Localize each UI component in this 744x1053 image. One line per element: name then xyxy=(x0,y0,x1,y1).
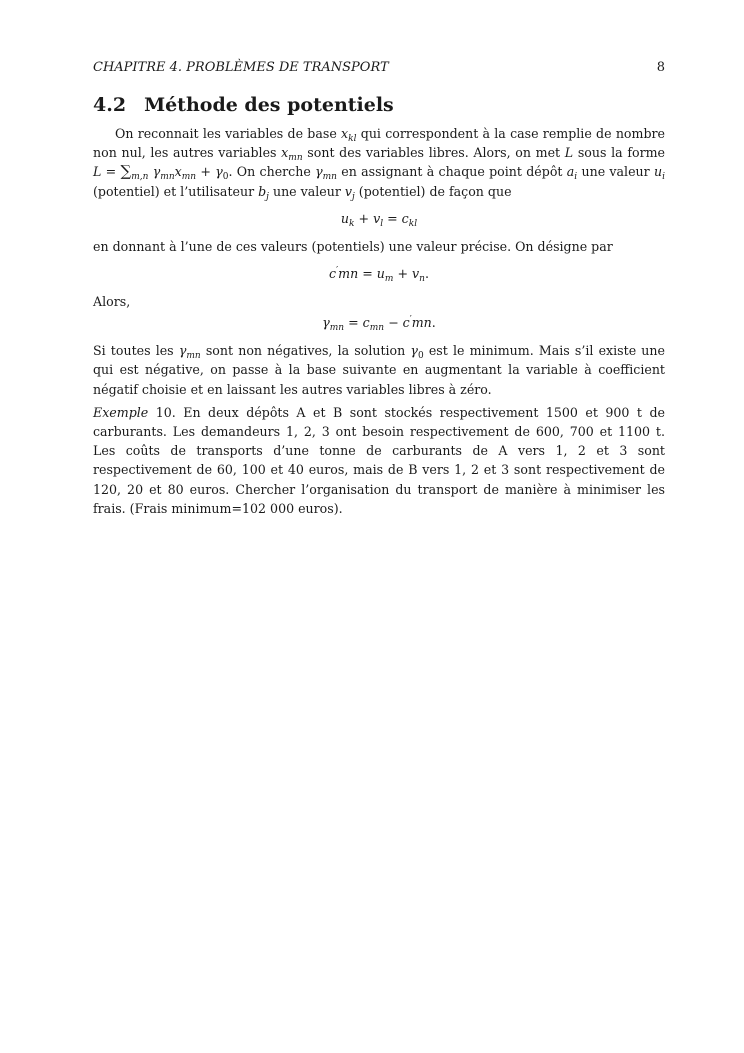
math-a-i: $a_i$ xyxy=(566,164,578,183)
text-run: Si toutes les xyxy=(93,343,179,359)
text-run: en assignant à chaque point dépôt xyxy=(336,164,567,180)
text-run: sont non négatives, la solution xyxy=(200,343,411,359)
math-L: L xyxy=(564,145,574,161)
math-x-kl: $x_{kl}$ xyxy=(341,126,357,144)
running-title: CHAPITRE 4. PROBLÈMES DE TRANSPORT xyxy=(93,60,389,75)
example-text: En deux dépôts A et B sont stockés respectivement 1500 et 900 t de carburants. Les demandeurs 1, 2, 3 ont besoin respectivement de 600, 700 et 1100 t. Les coûts de transports d’une tonne de carburants de A vers 1, 2 et 3 sont respectivement de 60, 100 et 40 euros, mais de B vers 1, 2 et 3 sont respectivement de 120, 20 et 80 euros. Chercher l’organisation du transport de manière à minimiser les frais. (Frais minimum=102 000 euros). xyxy=(93,404,665,516)
math-gamma-0: $\gamma_0$ xyxy=(410,343,424,362)
section-title: Méthode des potentiels xyxy=(144,94,394,116)
math-b-j: $b_j$ xyxy=(258,183,269,202)
text-run: (potentiel) de façon que xyxy=(354,183,512,199)
math-gamma-mn: $\gamma_{mn}$ xyxy=(315,164,337,183)
example-number: 10. xyxy=(155,404,176,420)
example-paragraph xyxy=(93,403,665,518)
text-run: sous la forme xyxy=(573,145,665,161)
paragraph-minimum xyxy=(93,341,665,399)
section-number: 4.2 xyxy=(93,94,127,116)
equation-c-prime: $c'mn = u_m + v_n$. xyxy=(329,266,429,285)
paragraph-precise-value: en donnant à l’une de ces valeurs (potentiels) une valeur précise. On désigne par xyxy=(93,238,613,254)
math-v-j: $v_j$ xyxy=(344,183,355,202)
paragraph-base-variables xyxy=(93,124,665,201)
text-run: une valeur xyxy=(268,183,345,199)
text-run: sont des variables libres. Alors, on met xyxy=(302,145,565,161)
section-heading xyxy=(93,92,665,118)
example-label: Exemple xyxy=(93,404,149,420)
math-x-mn: $x_{mn}$ xyxy=(281,145,303,164)
math-u-i: $u_i$ xyxy=(653,164,665,183)
text-run: On reconnait les variables de base xyxy=(115,126,342,141)
text-run: est le minimum. Mais s’il existe une qui est négative, on passe à la base suivante en augmentant la variable à coefficient négatif choisie et en laissant les autres variables libres à zéro. xyxy=(93,343,665,397)
text-run: une valeur xyxy=(577,164,654,180)
equation-gamma: $\gamma_{mn} = c_{mn} - c'mn$. xyxy=(322,315,436,334)
text-run: (potentiel) et l’utilisateur xyxy=(93,183,259,199)
math-gamma-mn: $\gamma_{mn}$ xyxy=(178,343,201,362)
running-header xyxy=(93,60,665,75)
text-run: qui correspondent à la case remplie de nombre non nul, les autres variables xyxy=(93,126,665,161)
paragraph-alors: Alors, xyxy=(93,294,131,310)
main-content xyxy=(93,92,665,518)
page-number: 8 xyxy=(656,60,665,75)
text-run: . On cherche xyxy=(228,164,316,180)
math-L-formula: $L = \sum_{m,n}$ $\gamma_{mn}x_{mn} + \gamma_0$ xyxy=(93,162,229,183)
equation-potentials: $u_k + v_l = c_{kl}$ xyxy=(340,210,418,229)
